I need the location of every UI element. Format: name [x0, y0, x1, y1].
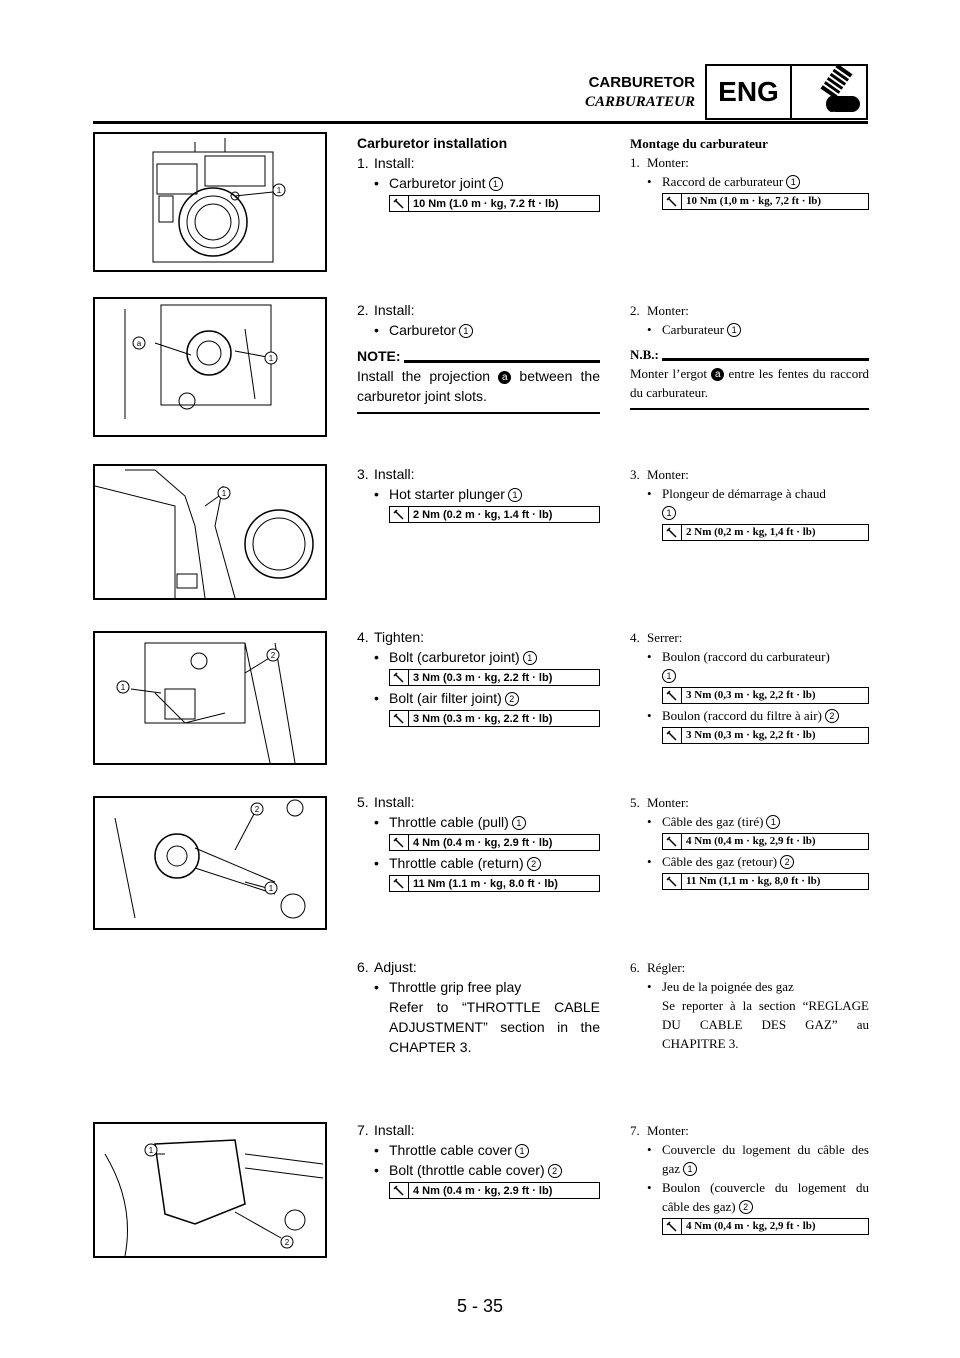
callout-1: 1: [221, 489, 227, 498]
fr-step-4: 4. Serrer: • Boulon (raccord du carburateur) 1 3 Nm (0,3 m · kg, 2,2 ft · lb) • Boulon (raccord du filtre à air) 2 3 Nm (0,3 m · kg, 2,2 ft · lb): [630, 628, 869, 746]
callout-2: 2: [780, 855, 794, 869]
torque-spec: 11 Nm (1.1 m · kg, 8.0 ft · lb): [389, 875, 600, 892]
callout-2: 2: [505, 692, 519, 706]
en-step-4: 4. Tighten: • Bolt (carburetor joint) 1 3 Nm (0.3 m · kg, 2.2 ft · lb) • Bolt (air filter joint) 2 3 Nm (0.3 m · kg, 2.2 ft · lb): [357, 627, 600, 729]
torque-spec: 2 Nm (0,2 m · kg, 1,4 ft · lb): [662, 524, 869, 541]
note-heading: NOTE:: [357, 346, 600, 366]
en-step-2: 2. Install: • Carburetor 1 NOTE: Install the projection a between the carburetor joint slots.: [357, 300, 600, 414]
torque-spec: 4 Nm (0.4 m · kg, 2.9 ft · lb): [389, 1182, 600, 1199]
torque-wrench-icon: [663, 834, 682, 849]
callout-2: 2: [548, 1164, 562, 1178]
torque-spec: 10 Nm (1.0 m · kg, 7.2 ft · lb): [389, 195, 600, 212]
callout-1: 1: [512, 816, 526, 830]
torque-wrench-icon: [663, 874, 682, 889]
callout-1: 1: [120, 683, 126, 692]
torque-spec: 10 Nm (1,0 m · kg, 7,2 ft · lb): [662, 193, 869, 210]
callout-1: 1: [662, 669, 676, 683]
torque-wrench-icon: [390, 670, 409, 685]
torque-spec: 11 Nm (1,1 m · kg, 8,0 ft · lb): [662, 873, 869, 890]
callout-1: 1: [523, 651, 537, 665]
carburetor-joint-illustration: [95, 134, 325, 270]
callout-1: 1: [515, 1144, 529, 1158]
callout-2: 2: [270, 651, 276, 660]
callout-1: 1: [268, 884, 274, 893]
note-text: Install the projection a between the carburetor joint slots.: [357, 368, 600, 404]
callout-1: 1: [727, 323, 741, 337]
fr-step-6: 6. Régler: • Jeu de la poignée des gaz Se reporter à la section “REGLAGE DU CABLE DES GAZ” au CHAPITRE 3.: [630, 960, 869, 1051]
torque-spec: 3 Nm (0.3 m · kg, 2.2 ft · lb): [389, 710, 600, 727]
fr-step-2: 2. Monter: • Carburateur 1 N.B.: Monter l’ergot a entre les fentes du raccord du carburateur.: [630, 301, 869, 410]
callout-a: a: [136, 339, 142, 348]
section-title-fr: CARBURATEUR: [584, 94, 695, 110]
callout-2: 2: [739, 1200, 753, 1214]
en-step-7: 7. Install: • Throttle cable cover 1 • Bolt (throttle cable cover) 2 4 Nm (0.4 m · kg, 2.9 ft · lb): [357, 1120, 600, 1201]
callout-a: a: [711, 368, 724, 381]
en-step-1: Carburetor installation 1. Install: • Carburetor joint 1 10 Nm (1.0 m · kg, 7.2 ft · lb): [357, 133, 600, 214]
torque-spec: 3 Nm (0.3 m · kg, 2.2 ft · lb): [389, 669, 600, 686]
section-tab-label: ENG: [707, 66, 792, 118]
callout-1: 1: [683, 1162, 697, 1176]
callout-1: 1: [268, 354, 274, 363]
figure-carburetor: [93, 297, 327, 437]
callout-1: 1: [489, 177, 503, 191]
carburetor-illustration: [95, 299, 325, 435]
section-title-en: CARBURETOR: [588, 74, 695, 91]
callout-1: 1: [662, 506, 676, 520]
torque-wrench-icon: [390, 196, 409, 211]
torque-wrench-icon: [663, 1219, 682, 1234]
torque-spec: 2 Nm (0.2 m · kg, 1.4 ft · lb): [389, 506, 600, 523]
torque-spec: 4 Nm (0,4 m · kg, 2,9 ft · lb): [662, 1218, 869, 1235]
callout-1: 1: [276, 186, 282, 195]
callout-2: 2: [527, 857, 541, 871]
torque-wrench-icon: [663, 525, 682, 540]
page-number: 5 - 35: [456, 1296, 504, 1316]
note-heading-fr: N.B.:: [630, 345, 869, 364]
torque-spec: 4 Nm (0.4 m · kg, 2.9 ft · lb): [389, 834, 600, 851]
note-text-fr: Monter l’ergot a entre les fentes du raccord du carburateur.: [630, 366, 870, 400]
callout-2: 2: [284, 1238, 290, 1247]
torque-wrench-icon: [663, 194, 682, 209]
torque-wrench-icon: [390, 711, 409, 726]
cable-cover-illustration: [95, 1124, 325, 1256]
torque-wrench-icon: [390, 876, 409, 891]
figure-throttle-cables: [93, 796, 327, 930]
header-rule: [93, 121, 868, 124]
en-step-6: 6. Adjust: • Throttle grip free play Refer to “THROTTLE CABLE ADJUSTMENT” section in the CHAPTER 3.: [357, 959, 600, 1055]
figure-hot-starter-plunger: [93, 464, 327, 600]
figure-carburetor-joint-bolts: [93, 631, 327, 765]
fr-step-5: 5. Monter: • Câble des gaz (tiré) 1 4 Nm (0,4 m · kg, 2,9 ft · lb) • Câble des gaz (retour) 2 11 Nm (1,1 m · kg, 8,0 ft · lb): [630, 793, 869, 892]
section-heading-fr: Montage du carburateur: [630, 136, 768, 151]
torque-wrench-icon: [663, 728, 682, 743]
figure-carburetor-joint: [93, 132, 327, 272]
callout-1: 1: [786, 175, 800, 189]
hot-starter-illustration: [95, 466, 325, 598]
torque-wrench-icon: [390, 835, 409, 850]
callout-2: 2: [254, 805, 260, 814]
torque-spec: 3 Nm (0,3 m · kg, 2,2 ft · lb): [662, 687, 869, 704]
callout-1: 1: [766, 815, 780, 829]
figure-throttle-cable-cover: [93, 1122, 327, 1258]
callout-1: 1: [508, 488, 522, 502]
throttle-cables-illustration: [95, 798, 325, 928]
en-step-3: 3. Install: • Hot starter plunger 1 2 Nm (0.2 m · kg, 1.4 ft · lb): [357, 464, 600, 525]
joint-bolts-illustration: [95, 633, 325, 763]
callout-1: 1: [459, 324, 473, 338]
fr-step-3: 3. Monter: • Plongeur de démarrage à chaud 1 2 Nm (0,2 m · kg, 1,4 ft · lb): [630, 465, 869, 543]
engine-icon: [792, 66, 866, 118]
callout-2: 2: [825, 709, 839, 723]
section-heading: Carburetor installation: [357, 135, 508, 151]
en-step-5: 5. Install: • Throttle cable (pull) 1 4 Nm (0.4 m · kg, 2.9 ft · lb) • Throttle cable (return) 2 11 Nm (1.1 m · kg, 8.0 ft · lb): [357, 792, 600, 894]
torque-wrench-icon: [390, 1183, 409, 1198]
fr-step-1: Montage du carburateur 1. Monter: • Raccord de carburateur 1 10 Nm (1,0 m · kg, 7,2 ft · lb): [630, 134, 869, 212]
torque-wrench-icon: [663, 688, 682, 703]
torque-spec: 4 Nm (0,4 m · kg, 2,9 ft · lb): [662, 833, 869, 850]
torque-spec: 3 Nm (0,3 m · kg, 2,2 ft · lb): [662, 727, 869, 744]
section-tab: [705, 64, 868, 120]
torque-wrench-icon: [390, 507, 409, 522]
fr-step-7: 7. Monter: • Couvercle du logement du câble des gaz 1 • Boulon (couvercle du logement du câble des gaz) 2 4 Nm (0,4 m · kg, 2,9 ft · lb): [630, 1121, 869, 1237]
callout-1: 1: [148, 1146, 154, 1155]
callout-a: a: [498, 371, 511, 384]
